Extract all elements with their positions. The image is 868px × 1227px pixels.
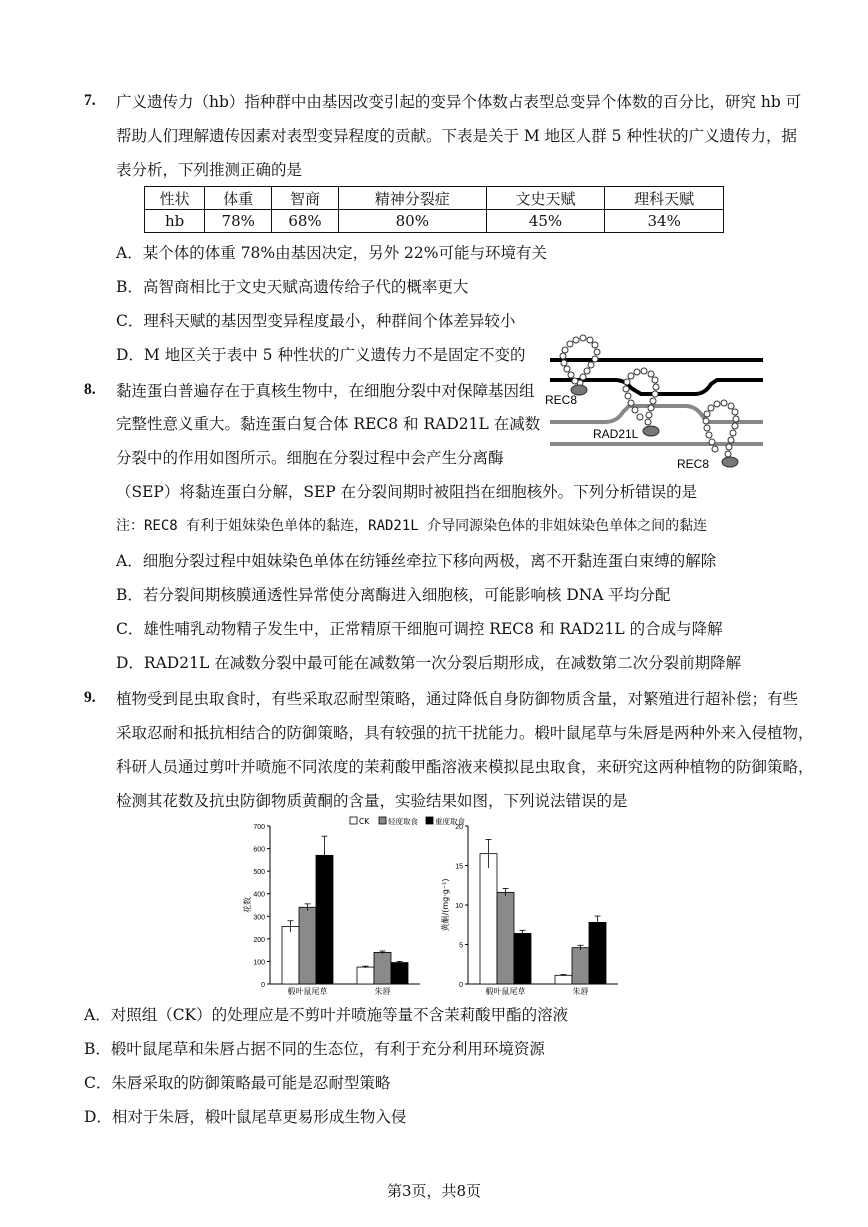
bar <box>555 975 572 984</box>
heritability-table <box>144 186 724 233</box>
y-tick-label: 0 <box>459 982 463 989</box>
table-cell: 78% <box>205 210 272 233</box>
table-header-cell: 精神分裂症 <box>338 187 486 210</box>
y-tick-label: 500 <box>253 869 265 877</box>
label-rec8-bottom: REC8 <box>677 457 710 471</box>
table-header-cell: 理科天赋 <box>605 187 724 210</box>
y-tick-label: 700 <box>253 824 265 831</box>
category-label: 朱唇 <box>572 987 589 996</box>
q9-option-b: B．椴叶鼠尾草和朱唇占据不同的生态位，有利于充分利用环境资源 <box>84 1040 545 1058</box>
y-tick-label: 10 <box>455 903 463 910</box>
q8-stem-line-4: （SEP）将黏连蛋白分解，SEP 在分裂间期时被阻挡在细胞核外。下列分析错误的是 <box>116 483 698 501</box>
q9-stem-line-1: 植物受到昆虫取食时，有些采取忍耐型策略，通过降低自身防御物质含量，对繁殖进行超补偿；有些 <box>116 690 799 708</box>
rad21l-ring <box>623 368 659 425</box>
y-axis-label: 花数 <box>243 897 252 913</box>
y-tick-label: 0 <box>261 982 265 989</box>
bar <box>316 855 333 984</box>
legend-swatch <box>426 817 433 824</box>
category-label: 椴叶鼠尾草 <box>485 987 526 996</box>
page-footer: 第3页，共8页 <box>386 1182 482 1200</box>
bar <box>282 926 299 984</box>
q9-option-c: C．朱唇采取的防御策略最可能是忍耐型策略 <box>84 1074 391 1092</box>
q9-stem-line-4: 检测其花数及抗虫防御物质黄酮的含量，实验结果如图，下列说法错误的是 <box>116 792 628 810</box>
table-cell: 34% <box>605 210 724 233</box>
rec8-head-bottom <box>722 457 738 467</box>
table-cell: 68% <box>272 210 339 233</box>
bar <box>299 907 316 984</box>
q7-stem-line-2: 帮助人们理解遗传因素对表型变异程度的贡献。下表是关于 M 地区人群 5 种性状的广义遗传力，据 <box>116 127 797 145</box>
legend-label: CK <box>359 817 370 826</box>
table-header-cell: 体重 <box>205 187 272 210</box>
category-label: 朱唇 <box>374 987 391 996</box>
q9-number: 9. <box>84 689 96 706</box>
category-label: 椴叶鼠尾草 <box>287 987 328 996</box>
table-header-row <box>145 187 724 210</box>
y-tick-label: 400 <box>253 891 265 899</box>
table-header-cell: 智商 <box>272 187 339 210</box>
y-tick-label: 200 <box>253 936 265 944</box>
y-tick-label: 5 <box>459 942 463 950</box>
legend-label: 重度取食 <box>435 817 465 826</box>
bar <box>480 854 497 984</box>
experiment-charts <box>240 812 625 1002</box>
rec8-ring-bottom <box>703 400 739 457</box>
bar <box>374 952 391 984</box>
bar <box>514 933 531 984</box>
legend-swatch <box>350 817 357 824</box>
y-tick-label: 15 <box>455 863 463 871</box>
q9-stem-line-3: 科研人员通过剪叶并喷施不同浓度的茉莉酸甲酯溶液来模拟昆虫取食，来研究这两种植物的防御策略， <box>116 758 814 776</box>
q8-stem-line-3: 分裂中的作用如图所示。细胞在分裂过程中会产生分离酶 <box>116 449 504 467</box>
bar <box>391 963 408 984</box>
table-cell: 80% <box>338 210 486 233</box>
q9-stem-line-2: 采取忍耐和抵抗相结合的防御策略，具有较强的抗干扰能力。椴叶鼠尾草与朱唇是两种外来入侵植物， <box>116 724 814 742</box>
bar <box>357 967 374 984</box>
bar <box>497 892 514 984</box>
q7-number: 7. <box>84 92 96 109</box>
y-tick-label: 600 <box>253 846 265 854</box>
y-axis-label: 黄酮/(mg·g⁻¹) <box>441 878 450 932</box>
label-rad21l: RAD21L <box>593 427 639 441</box>
q8-number: 8. <box>84 381 96 398</box>
bar <box>572 948 589 984</box>
q8-option-d: D．RAD21L 在减数分裂中最可能在减数第一次分裂后期形成，在减数第二次分裂前期降解 <box>116 654 742 672</box>
legend-label: 轻度取食 <box>388 817 418 826</box>
cohesin-diagram <box>545 332 767 480</box>
q7-stem-line-3: 表分析，下列推测正确的是 <box>116 161 303 179</box>
q8-stem-line-1: 黏连蛋白普遍存在于真核生物中，在细胞分裂中对保障基因组 <box>116 382 535 400</box>
q7-stem-line-1: 广义遗传力（hb）指种群中由基因改变引起的变异个体数占表型总变异个体数的百分比，研究 hb 可 <box>116 93 802 111</box>
bar <box>589 922 606 984</box>
q8-note: 注：REC8 有利于姐妹染色单体的黏连，RAD21L 介导同源染色体的非姐妹染色单体之间的黏连 <box>116 518 708 534</box>
q7-option-d: D．M 地区关于表中 5 种性状的广义遗传力不是固定不变的 <box>116 346 526 364</box>
table-header-cell: 文史天赋 <box>486 187 605 210</box>
legend-swatch <box>379 817 386 824</box>
y-tick-label: 20 <box>455 824 463 831</box>
rad21l-head <box>643 426 659 436</box>
y-tick-label: 100 <box>253 959 265 967</box>
q8-option-b: B．若分裂间期核膜通透性异常使分离酶进入细胞核，可能影响核 DNA 平均分配 <box>116 586 671 604</box>
q8-option-c: C．雄性哺乳动物精子发生中，正常精原干细胞可调控 REC8 和 RAD21L 的合成与降解 <box>116 620 723 638</box>
q8-stem-line-2: 完整性意义重大。黏连蛋白复合体 REC8 和 RAD21L 在减数 <box>116 415 541 433</box>
q8-option-a: A．细胞分裂过程中姐妹染色单体在纺锤丝牵拉下移向两极，离不开黏连蛋白束缚的解除 <box>116 552 717 570</box>
q7-option-c: C．理科天赋的基因型变异程度最小，种群间个体差异较小 <box>116 312 516 330</box>
table-cell: hb <box>145 210 205 233</box>
q7-option-a: A．某个体的体重 78%由基因决定，另外 22%可能与环境有关 <box>116 244 547 262</box>
table-cell: 45% <box>486 210 605 233</box>
table-row <box>145 210 724 233</box>
table-header-cell: 性状 <box>145 187 205 210</box>
q7-option-b: B．高智商相比于文史天赋高遗传给子代的概率更大 <box>116 278 469 296</box>
q9-option-d: D．相对于朱唇，椴叶鼠尾草更易形成生物入侵 <box>84 1108 407 1126</box>
y-tick-label: 300 <box>253 914 265 922</box>
label-rec8-top: REC8 <box>545 393 578 407</box>
q9-option-a: A．对照组（CK）的处理应是不剪叶并喷施等量不含茉莉酸甲酯的溶液 <box>84 1006 569 1024</box>
